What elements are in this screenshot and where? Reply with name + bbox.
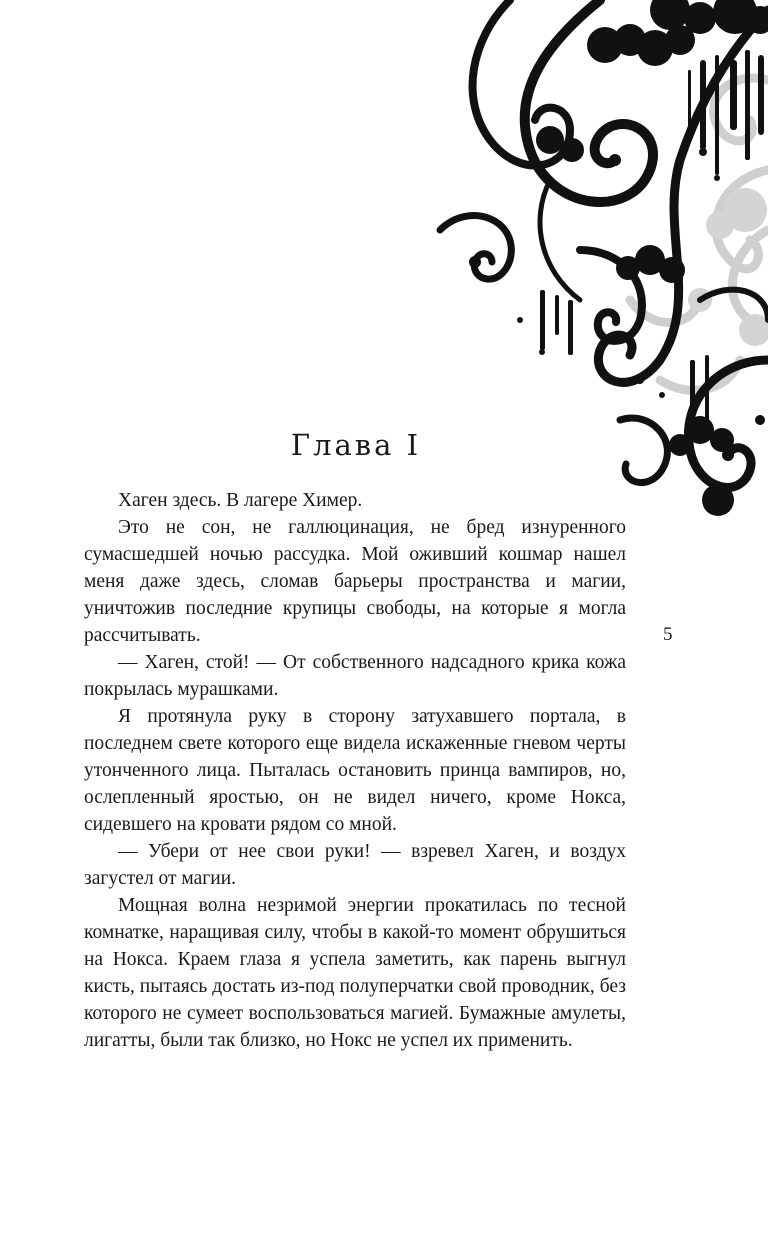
- paragraph: — Хаген, стой! — От собственного надсадного крика кожа покрылась мурашками.: [84, 652, 626, 700]
- chapter-title: Глава I: [290, 428, 422, 462]
- paragraph: — Убери от нее свои руки! — взревел Хаген, и воздух загустел от магии.: [84, 841, 626, 889]
- page-number: 5: [663, 624, 673, 645]
- chapter-body: [84, 487, 626, 1054]
- paragraph: Я протянула руку в сторону затухавшего портала, в последнем свете которого еще видела искаженные гневом черты утонченного лица. Пыталась остановить принца вампиров, но, ослепленный яростью, он не видел ничего, кроме Нокса, сидевшего на кровати рядом со мной.: [84, 706, 626, 835]
- paragraph: Это не сон, не галлюцинация, не бред изнуренного сумасшедшей ночью рассудка. Мой оживший кошмар нашел меня даже здесь, сломав барьеры пространства и магии, уничтожив последние крупицы свободы, на которые я могла рассчитывать.: [84, 517, 626, 646]
- paragraph: Хаген здесь. В лагере Химер.: [118, 490, 363, 511]
- paragraph: Мощная волна незримой энергии прокатилась по тесной комнатке, наращивая силу, чтобы в какой-то момент обрушиться на Нокса. Краем глаза я успела заметить, как парень выгнул кисть, пытаясь достать из-под полуперчатки свой проводник, без которого не сумеет воспользоваться магией. Бумажные амулеты, лигатты, были так близко, но Нокс не успел их применить.: [84, 895, 626, 1051]
